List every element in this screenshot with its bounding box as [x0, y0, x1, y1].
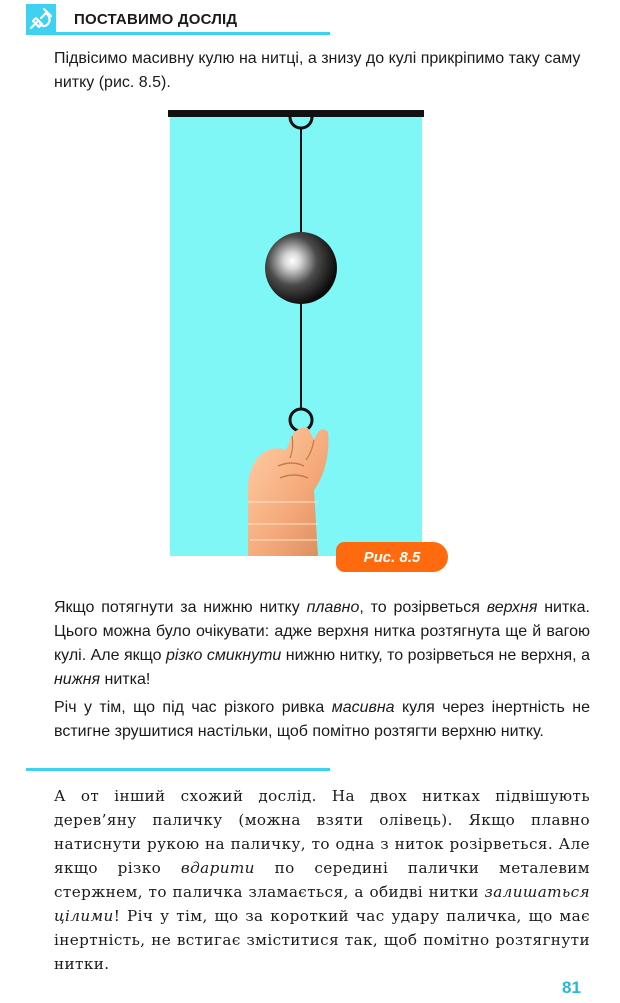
- emphasis: різко смикнути: [166, 647, 282, 664]
- text-run: А от інший схожий дослід. На двох нитках підвішують дерев’яну паличку (можна взяти олівець). Якщо плавно натиснути рукою на паличку, то одна з ниток розірветься. Але якщо різко: [54, 787, 590, 877]
- emphasis: нижня: [54, 671, 101, 688]
- section-title: ПОСТАВИМО ДОСЛІД: [74, 11, 238, 28]
- text-run: Річ у тім, що під час різкого ривка: [54, 699, 332, 716]
- text-run: Якщо потягнути за нижню нитку: [54, 599, 307, 616]
- figure-8-5: [168, 110, 424, 556]
- text-run: куля через інертність не встигне зрушитися настільки, щоб помітно розтягти верхню нитку.: [54, 699, 590, 740]
- emphasis: вдарити: [180, 859, 255, 877]
- header-underline: [26, 32, 330, 35]
- paragraph-3: [54, 784, 590, 976]
- text-run: нитка. Цього можна було очікувати: адже верхня нитка розтягнута ще й вагою кулі. Але якщо: [54, 599, 591, 664]
- figure-caption-badge: Рис. 8.5: [336, 542, 448, 572]
- experiment-icon: [26, 4, 56, 34]
- main-text: [54, 596, 590, 744]
- paragraph-1: [54, 596, 590, 692]
- massive-ball: [265, 232, 337, 304]
- text-run: ! Річ у тім, що за короткий час удару паличка, що має інертність, не встигає зміститися так, щоб помітно розтягнути нитки.: [54, 907, 590, 973]
- intro-paragraph: Підвісимо масивну кулю на нитці, а знизу до кулі прикріпимо таку саму нитку (рис. 8.5).: [54, 50, 581, 91]
- text-run: нижню нитку, то розірветься не верхня, а: [281, 647, 590, 664]
- text-run: нитка!: [100, 671, 151, 688]
- emphasis: масивна: [331, 699, 395, 716]
- section-header: [26, 4, 330, 34]
- ceiling-bar: [168, 110, 424, 117]
- emphasis: верхня: [486, 599, 538, 616]
- section-divider: [26, 768, 330, 771]
- emphasis: плавно: [306, 599, 360, 616]
- paragraph-2: [54, 696, 590, 744]
- page-number: 81: [562, 978, 581, 997]
- text-run: по середині палички металевим стержнем, то паличка зламається, а обидві нитки: [54, 859, 591, 901]
- emphasis: залишаться цілими: [54, 883, 590, 925]
- text-run: , то розірветься: [359, 599, 487, 616]
